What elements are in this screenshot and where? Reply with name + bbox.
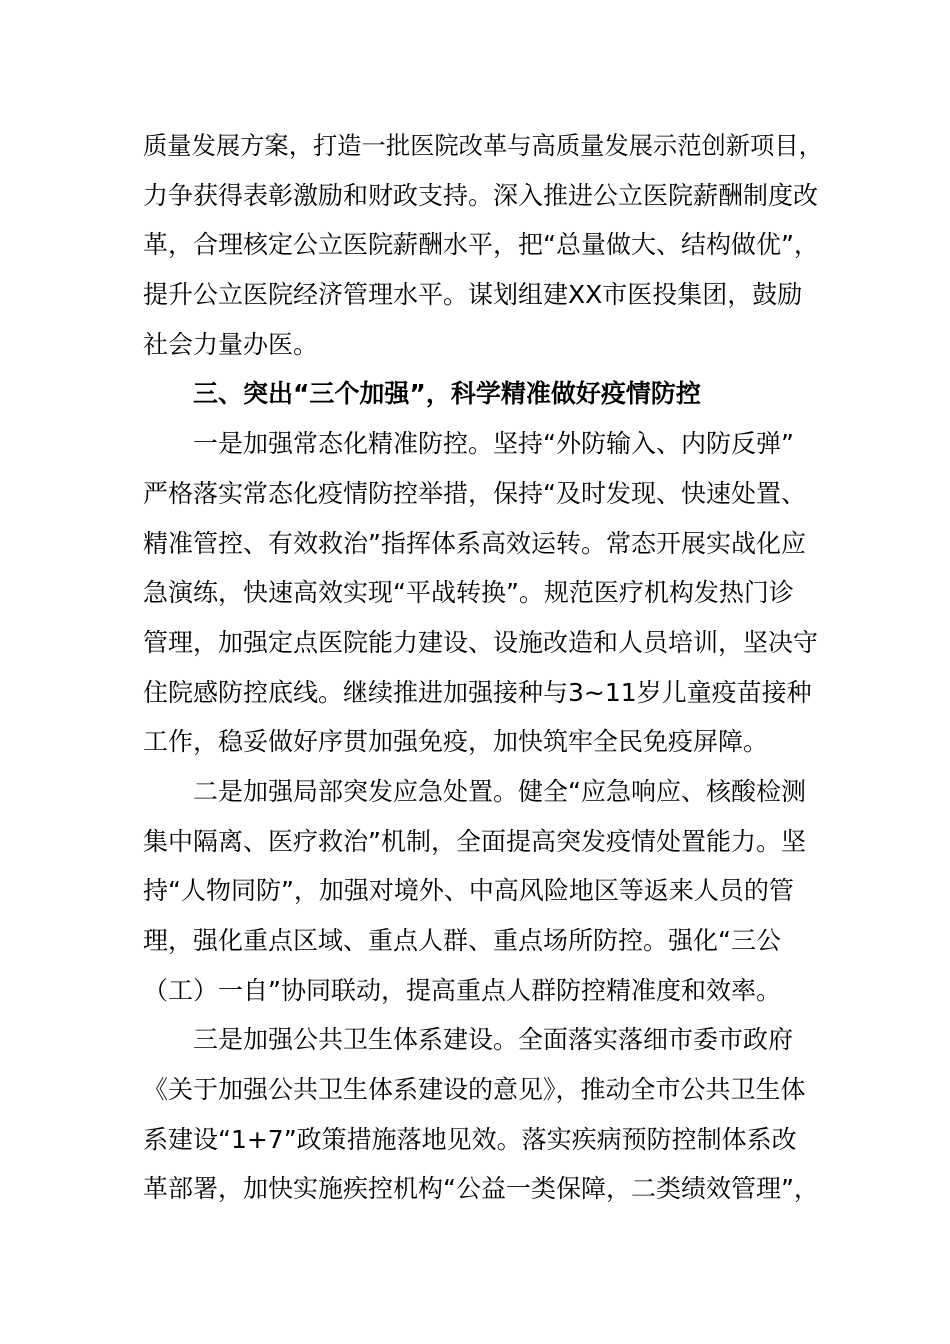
paragraph-line: 住院感防控底线。继续推进加强接种与3~11岁儿童疫苗接种 [143,677,812,707]
paragraph-line: 社会力量办医。 [143,329,319,359]
paragraph-line: 提升公立医院经济管理水平。谋划组建XX市医投集团，鼓励 [143,280,803,310]
paragraph-line: 工作，稳妥做好序贯加强免疫，加快筑牢全民免疫屏障。 [143,727,769,757]
section-heading: 三、突出“三个加强”，科学精准做好疫情防控 [193,379,701,409]
document-body [143,121,823,1214]
paragraph-line: 管理，加强定点医院能力建设、设施改造和人员培训，坚决守 [143,627,819,657]
paragraph-line: 集中隔离、医疗救治”机制，全面提高突发疫情处置能力。坚 [143,826,806,856]
paragraph-line: 质量发展方案，打造一批医院改革与高质量发展示范创新项目， [143,131,823,160]
paragraph-line: 理，强化重点区域、重点人群、重点场所防控。强化“三公 [143,926,781,955]
paragraph-line: 三是加强公共卫生体系建设。全面落实落细市委市政府 [193,1025,794,1055]
paragraph-line: 力争获得表彰激励和财政支持。深入推进公立医院薪酬制度改 [143,180,819,210]
paragraph-line: 系建设“1+7”政策措施落地见效。落实疾病预防控制体系改 [143,1124,797,1154]
paragraph-line: 二是加强局部突发应急处置。健全“应急响应、核酸检测 [193,776,806,806]
paragraph-line: 精准管控、有效救治”指挥体系高效运转。常态开展实战化应 [143,528,806,558]
paragraph-line: 革，合理核定公立医院薪酬水平，把“总量做大、结构做优”， [143,230,819,260]
paragraph-line: 革部署，加快实施疾控机构“公益一类保障，二类绩效管理”， [143,1174,819,1204]
paragraph-line: （工）一自”协同联动，提高重点人群防控精准度和效率。 [143,975,781,1005]
paragraph-line: 持“人物同防”，加强对境外、中高风险地区等返来人员的管 [143,876,794,906]
paragraph-line: 严格落实常态化疫情防控举措，保持“及时发现、快速处置、 [143,478,806,508]
paragraph-line: 《关于加强公共卫生体系建设的意见》，推动全市公共卫生体 [143,1075,806,1105]
paragraph-line: 急演练，快速高效实现“平战转换”。规范医疗机构发热门诊 [143,578,794,608]
paragraph-line: 一是加强常态化精准防控。坚持“外防输入、内防反弹” [193,429,794,459]
